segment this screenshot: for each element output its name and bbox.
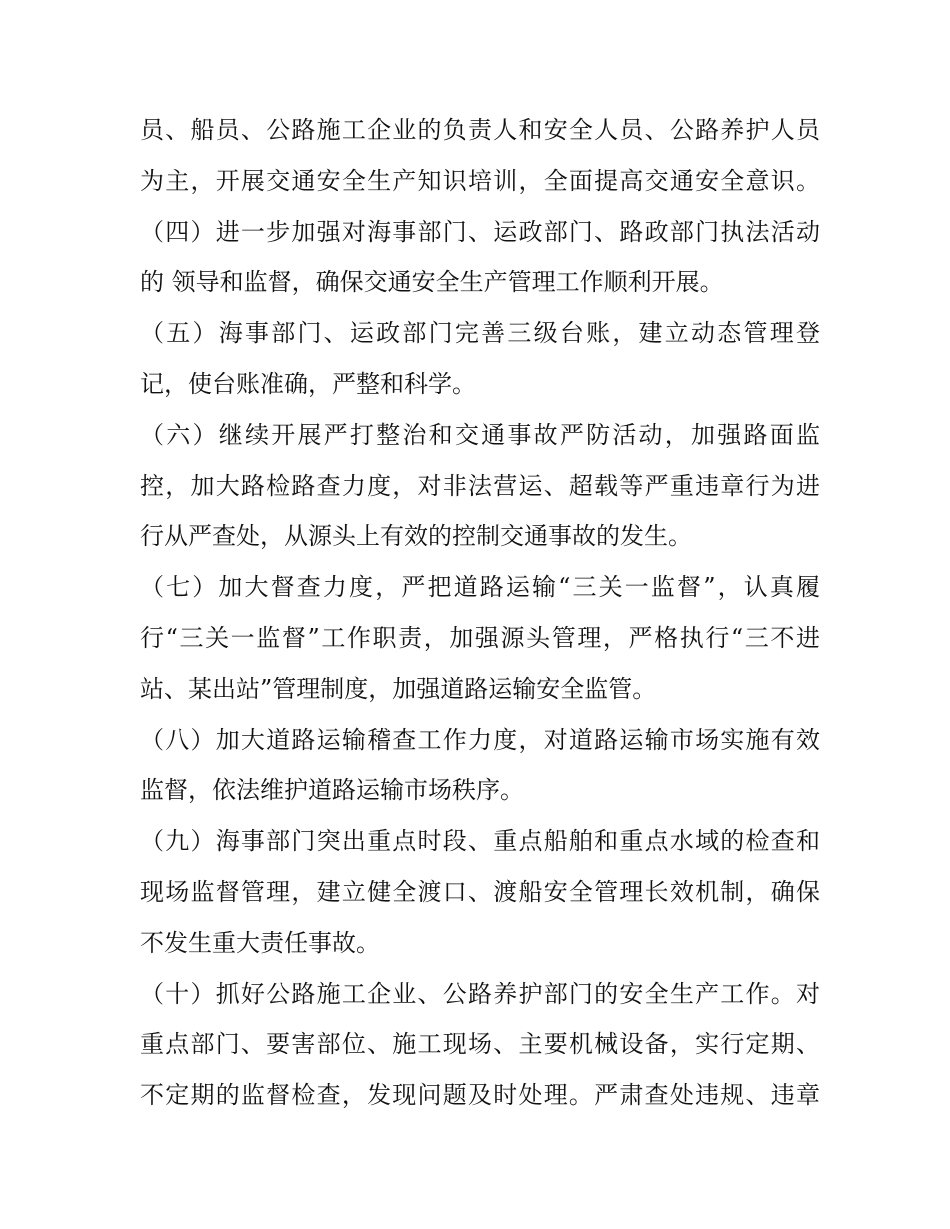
text-line: （八）加大道路运输稽查工作力度，对道路运输市场实施有效 — [140, 725, 820, 754]
text-line: 现场监督管理，建立健全渡口、渡船安全管理长效机制，确保 — [140, 877, 820, 906]
text-line: 的 领导和监督，确保交通安全生产管理工作顺利开展。 — [140, 268, 724, 297]
text-line: （五）海事部门、运政部门完善三级台账，建立动态管理登 — [140, 319, 820, 348]
text-line: 不发生重大责任事故。 — [140, 928, 380, 957]
text-line: 行“三关一监督”工作职责，加强源头管理，严格执行“三不进 — [140, 623, 820, 652]
text-line: 为主，开展交通安全生产知识培训，全面提高交通安全意识。 — [140, 166, 820, 195]
text-line: （九）海事部门突出重点时段、重点船舶和重点水域的检查和 — [140, 827, 820, 856]
text-line: 行从严查处，从源头上有效的控制交通事故的发生。 — [140, 522, 692, 551]
text-line: 监督，依法维护道路运输市场秩序。 — [140, 776, 524, 805]
text-line: 重点部门、要害部位、施工现场、主要机械设备，实行定期、 — [140, 1030, 820, 1059]
text-line: 站、某出站”管理制度，加强道路运输安全监管。 — [140, 674, 657, 703]
text-line: （六）继续开展严打整治和交通事故严防活动，加强路面监 — [140, 420, 820, 449]
body-text — [140, 105, 820, 1121]
text-line: （十）抓好公路施工企业、公路养护部门的安全生产工作。对 — [140, 979, 820, 1008]
text-line: 控，加大路检路查力度，对非法营运、超载等严重违章行为进 — [140, 471, 820, 500]
text-line: 记，使台账准确，严整和科学。 — [140, 369, 476, 398]
text-line: （四）进一步加强对海事部门、运政部门、路政部门执法活动 — [140, 217, 820, 246]
text-line: （七）加大督查力度，严把道路运输“三关一监督”，认真履 — [140, 573, 820, 602]
text-line: 员、船员、公路施工企业的负责人和安全人员、公路养护人员 — [140, 116, 820, 144]
text-line: 不定期的监督检查，发现问题及时处理。严肃查处违规、违章 — [140, 1081, 820, 1110]
